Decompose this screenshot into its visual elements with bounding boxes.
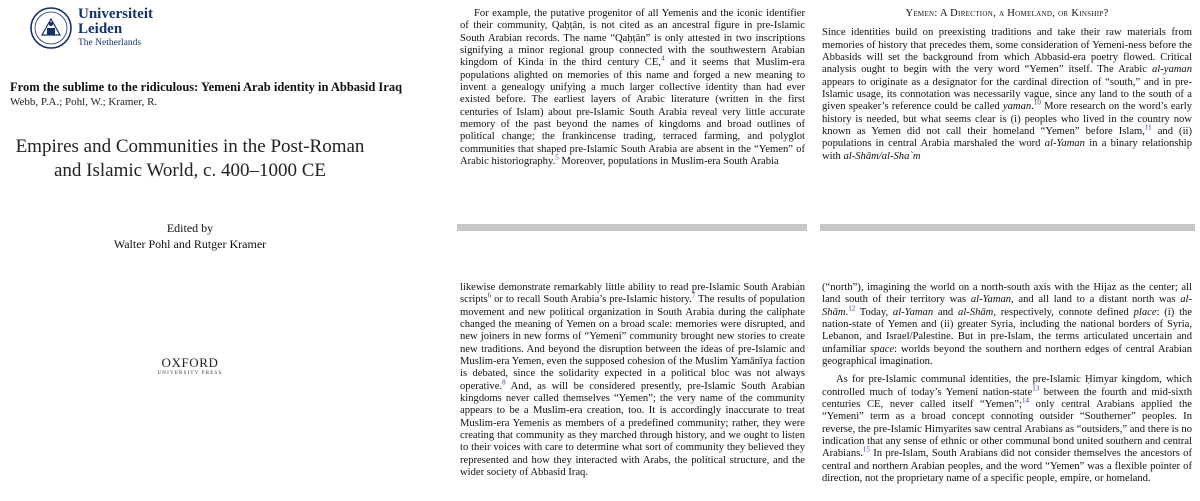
page-fragment-bottom-right	[822, 282, 1192, 498]
leiden-seal-icon	[30, 7, 72, 49]
title-page	[0, 0, 452, 501]
paragraph: Since identities build on preexisting traditions and take their raw materials from memories of history that precedes them, some consideration of Yemeni-ness before the Abbasids will set the background from which Abbasid-era poetry flowed. Critical analysis ought to begin with the very word “Yemen” itself. The Arabic al-yaman appears to originate as a designator for the cardinal direction of “south,” and in pre-Islamic usage, its connotation was necessarily vague, since any land to the south of a given speaker’s reference could be called yaman.$^{10}$ More research on the word’s early history is needed, but what seems clear is (i) peoples who lived in the country now known as Yemen did not call their homeland “Yemen” before Islam,$^{11}$ and (ii) populations in central Arabia marshaled the word al-Yaman in a binary relationship with al-Shām/al-Sha`m	[822, 27, 1192, 162]
footnote-ref[interactable]: 6	[487, 291, 492, 300]
footnote-ref[interactable]: 8	[502, 378, 506, 387]
page-fragment-bottom-left	[460, 282, 805, 498]
paper-title: From the sublime to the ridiculous: Yemeni Arab identity in Abbasid Iraq	[10, 80, 403, 94]
university-wordmark	[78, 7, 153, 49]
footnote-ref[interactable]: 14	[1021, 396, 1029, 405]
paragraph: (“north”), imagining the world on a north-south axis with the Hijaz as the center; all land south of their territory was al-Yaman, and all land to a distant north was al-Shām.$^{12}$ Today, al-Yaman and al-Shām, respectively, connote defined place: (i) the nation-state of Yemen and (ii) greater Syria, including the national borders of Syria, Lebanon, and Israel/Palestine. But in pre-Islam, the terms articulated uncertain and unfamiliar space: worlds beyond the southern and northern edges of central Arabian geographical imagination.	[822, 282, 1192, 368]
university-logo	[30, 7, 153, 49]
book-title: Empires and Communities in the Post-Roman and Islamic World, c. 400–1000 CE	[15, 136, 365, 181]
editors-block	[0, 221, 380, 252]
paper-authors: Webb, P.A.; Pohl, W.; Kramer, R.	[10, 96, 158, 108]
page-separator	[457, 224, 807, 231]
running-header: Yemen: A Direction, a Homeland, or Kinship?	[905, 8, 1109, 19]
paragraph: likewise demonstrate remarkably little ability to read pre-Islamic South Arabian scripts$^6$ or to recall South Arabia’s pre-Islamic history.$^7$ The results of population movement and new political organization in South Arabia during the caliphate changed the meaning of Yemen on a broad scale: memories were disrupted, and new joiners in new forms of “Yemeni” community brought new stories to create new traditions. And beyond the disruption between the ideas of pre-Islamic and Muslim-era Yemen, even the supposed cohesion of the Muslim Yamānīya faction is debated, since the solidarity expected in a political bloc was not always operative.$^8$ And, as will be considered presently, pre-Islamic South Arabian kingdoms never called themselves “Yemen”; the very name of the community appears to be a Muslim-era creation, too. It is accordingly inaccurate to treat Muslim-era Yemenis as members of a predefined community; rather, they were creating that community as they marched through history, and we ought to listen to their voices with care to determine what sort of community they believed they represented and how they interacted with Arabs, the political structure, and the wider society of Abbasid Iraq.	[460, 282, 805, 479]
publisher-logo	[110, 356, 270, 376]
footnote-ref[interactable]: 11	[1144, 123, 1152, 132]
page-fragment-top-left	[460, 8, 805, 168]
university-name: Universiteit Leiden	[78, 6, 153, 38]
footnote-ref[interactable]: 5	[555, 153, 559, 162]
paragraph: For example, the putative progenitor of all Yemenis and the iconic identifier of their community, Qaḥṭān, is not cited as an ancestral figure in pre-Islamic South Arabian records. The name “Qaḥṭān” is only attested in two inscriptions signifying a minor regional group connected with the southwestern Arabian kingdom of Kinda in the third century CE,$^4$ and it seems that Muslim-era populations alighted on memories of this name and forged a new meaning to invent a genealogy unifying a much larger collective identity than had ever existed before. The earliest layers of Arabic literature (written in the first centuries of Islam) about pre-Islamic South Arabia reveal very little accurate memory of the past beyond the names of kingdoms and broad outlines of political change; the frankincense trading, terraced farming, and polyglot communities that shaped pre-Islamic South Arabia are absent in the “Yemen” of Arabic historiography.$^5$ Moreover, populations in Muslim-era South Arabia	[460, 8, 805, 168]
publisher-name: OXFORD	[161, 355, 219, 370]
footnote-ref[interactable]: 13	[1032, 384, 1040, 393]
footnote-ref[interactable]: 15	[862, 445, 870, 454]
footnote-ref[interactable]: 4	[660, 54, 665, 63]
footnote-ref[interactable]: 12	[848, 304, 856, 313]
edited-by-label: Edited by	[166, 221, 214, 235]
publisher-sub: UNIVERSITY PRESS	[157, 371, 223, 376]
footnote-ref[interactable]: 7	[691, 291, 696, 300]
university-country: The Netherlands	[78, 38, 142, 49]
footnote-ref[interactable]: 10	[1033, 98, 1041, 107]
page-fragment-top-right	[822, 8, 1192, 168]
paragraph: As for pre-Islamic communal identities, the pre-Islamic Ḥimyar kingdom, which controlled much of today’s Yemeni nation-state$^{13}$ between the fourth and mid-sixth centuries CE, never called itself “Yemen”;$^{14}$ only central Arabians applied the “Yemeni” term as a broad concept connoting outsider “Southerner” peoples. In reverse, the pre-Islamic Himyarites saw central Arabians as “outsiders,” and there is no indication that any sense of ethnic or other communal bond united southern and central Arabians.$^{15}$ In pre-Islam, South Arabians did not consider themselves the ancestors of central and northern Arabian peoples, and the word “Yemen” was a flexible pointer of direction, not the proprietary name of a specific people, empire, or homeland.	[822, 374, 1192, 485]
editors-names: Walter Pohl and Rutger Kramer	[113, 236, 267, 251]
page-separator	[820, 224, 1195, 231]
